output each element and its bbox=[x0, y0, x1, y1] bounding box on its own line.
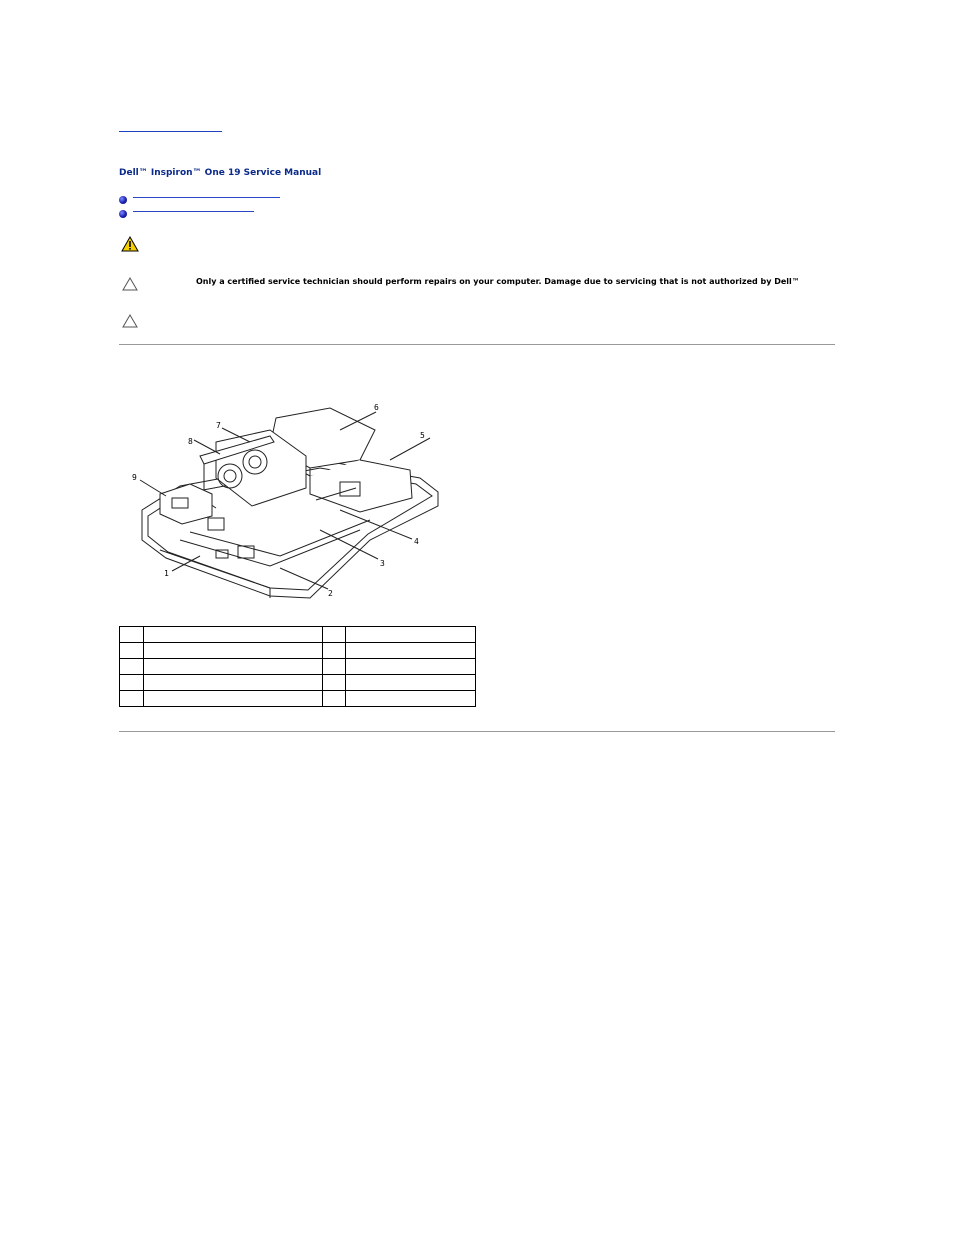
legend-number bbox=[323, 659, 346, 675]
back-to-contents-link[interactable] bbox=[119, 131, 222, 132]
legend-label bbox=[144, 691, 323, 707]
table-row bbox=[120, 643, 476, 659]
callout-2: 2 bbox=[328, 589, 333, 598]
callout-1: 1 bbox=[164, 569, 169, 578]
callout-4: 4 bbox=[414, 537, 419, 546]
table-row bbox=[120, 675, 476, 691]
toc-item-1[interactable] bbox=[119, 195, 319, 207]
caution-triangle-icon bbox=[122, 314, 138, 328]
bullet-icon bbox=[119, 210, 127, 218]
bullet-icon bbox=[119, 196, 127, 204]
toc-link-1[interactable] bbox=[133, 197, 280, 198]
legend-number bbox=[120, 675, 144, 691]
divider bbox=[119, 344, 835, 345]
warning-triangle-icon bbox=[121, 236, 139, 252]
toc-link-2[interactable] bbox=[133, 211, 254, 212]
toc-item-2[interactable] bbox=[119, 209, 319, 221]
table-row bbox=[120, 627, 476, 643]
callout-5: 5 bbox=[420, 431, 425, 440]
callout-7: 7 bbox=[216, 421, 221, 430]
legend-number bbox=[120, 627, 144, 643]
legend-number bbox=[120, 691, 144, 707]
legend-label bbox=[346, 675, 476, 691]
legend-label bbox=[144, 675, 323, 691]
legend-label bbox=[346, 627, 476, 643]
page-title: Dell™ Inspiron™ One 19 Service Manual bbox=[119, 168, 322, 178]
callout-9: 9 bbox=[132, 473, 137, 482]
legend-number bbox=[323, 627, 346, 643]
legend-number bbox=[120, 659, 144, 675]
legend-label bbox=[346, 643, 476, 659]
legend-label bbox=[144, 659, 323, 675]
divider bbox=[119, 731, 835, 732]
legend-number bbox=[323, 643, 346, 659]
callout-6: 6 bbox=[374, 403, 379, 412]
table-row bbox=[120, 659, 476, 675]
legend-number bbox=[323, 691, 346, 707]
caution-text: Only a certified service technician should perform repairs on your computer. Damage due to servicing that is not authorized by Dell™ bbox=[196, 277, 800, 286]
callout-legend-table bbox=[119, 626, 476, 707]
legend-label bbox=[144, 643, 323, 659]
callout-8: 8 bbox=[188, 437, 193, 446]
computer-internal-diagram bbox=[120, 390, 450, 610]
legend-label bbox=[346, 691, 476, 707]
legend-number bbox=[120, 643, 144, 659]
legend-label bbox=[346, 659, 476, 675]
callout-3: 3 bbox=[380, 559, 385, 568]
caution-triangle-icon bbox=[122, 277, 138, 291]
table-row bbox=[120, 691, 476, 707]
legend-number bbox=[323, 675, 346, 691]
legend-label bbox=[144, 627, 323, 643]
